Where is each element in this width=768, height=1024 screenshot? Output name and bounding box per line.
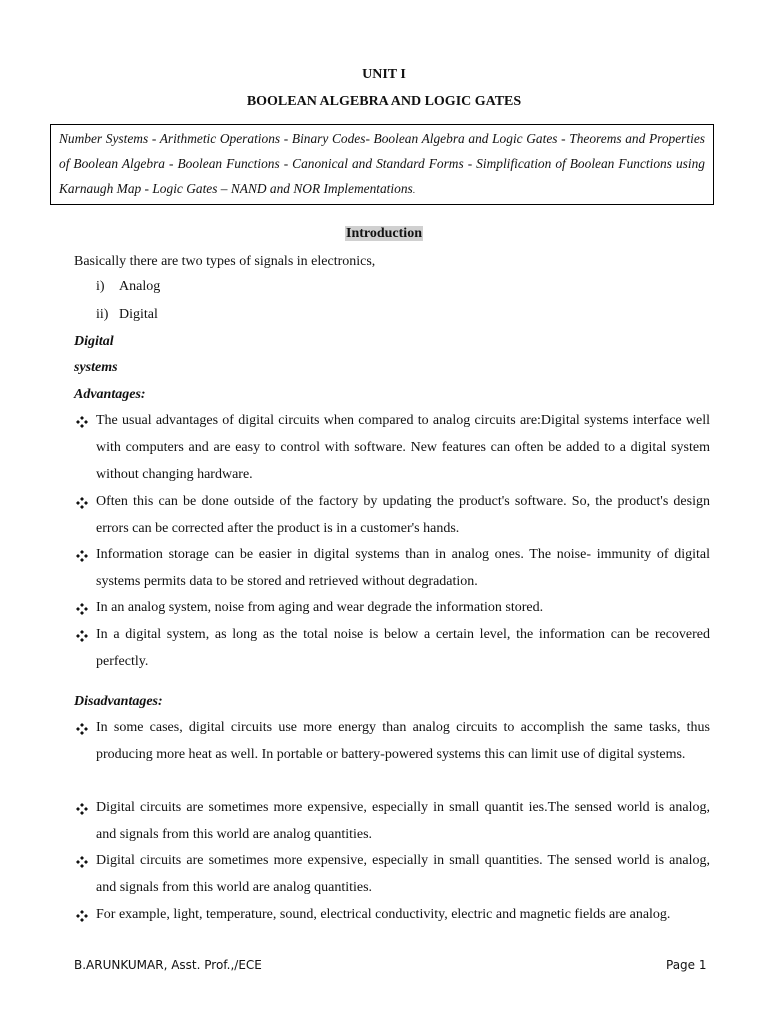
digital-heading: Digital <box>74 334 114 349</box>
four-diamond-bullet-icon <box>74 848 90 874</box>
page-number: Page 1 <box>666 958 707 972</box>
disadvantage-text: In some cases, digital circuits use more energy than analog circuits to accomplish the same tasks, thus producing more heat as well. In portable or battery-powered systems this can limit use of digital systems. <box>96 720 710 762</box>
syllabus-period: . <box>412 185 415 195</box>
four-diamond-bullet-icon <box>74 902 90 928</box>
disadvantage-item <box>74 848 710 902</box>
advantage-text: Information storage can be easier in digital systems than in analog ones. The noise- immunity of digital systems permits data to be stored and retrieved without degradation. <box>96 547 710 589</box>
introduction-heading <box>0 226 768 242</box>
advantage-text: In a digital system, as long as the total noise is below a certain level, the information can be recovered perfectly. <box>96 627 710 669</box>
item-label: Digital <box>119 307 158 322</box>
item-label: Analog <box>119 279 161 294</box>
advantage-text: The usual advantages of digital circuits when compared to analog circuits are:Digital systems interface well with computers and are easy to control with software. New features can often be added to a digital system without changing hardware. <box>96 413 710 482</box>
item-number: ii) <box>96 307 109 322</box>
four-diamond-bullet-icon <box>74 595 90 621</box>
disadvantage-item <box>74 715 710 769</box>
introduction-text: Basically there are two types of signals in electronics, <box>74 254 376 269</box>
four-diamond-bullet-icon <box>74 795 90 821</box>
advantages-heading: Advantages: <box>74 387 146 402</box>
syllabus-text: Number Systems - Arithmetic Operations - Binary Codes- Boolean Algebra and Logic Gates - Theorems and Properties of Boolean Algebra - Boolean Functions - Canonical and Standard Forms - Simplification of Boolean Functions using Karnaugh Map - Logic Gates – NAND and NOR Implementations <box>59 131 705 196</box>
item-number: i) <box>96 279 105 294</box>
disadvantages-heading: Disadvantages: <box>74 694 163 709</box>
syllabus-box <box>50 124 714 205</box>
advantage-item <box>74 595 710 622</box>
advantage-item <box>74 408 710 488</box>
four-diamond-bullet-icon <box>74 489 90 515</box>
disadvantage-text: For example, light, temperature, sound, electrical conductivity, electric and magnetic fields are analog. <box>96 907 671 922</box>
disadvantage-text: Digital circuits are sometimes more expensive, especially in small quantit ies.The sensed world is analog, and signals from this world are analog quantities. <box>96 800 710 842</box>
disadvantage-item <box>74 795 710 849</box>
four-diamond-bullet-icon <box>74 715 90 741</box>
page-title: BOOLEAN ALGEBRA AND LOGIC GATES <box>246 94 522 109</box>
advantage-text: Often this can be done outside of the factory by updating the product's software. So, the product's design errors can be corrected after the product is in a customer's hands. <box>96 494 710 536</box>
advantage-item <box>74 622 710 676</box>
four-diamond-bullet-icon <box>74 542 90 568</box>
advantage-text: In an analog system, noise from aging and wear degrade the information stored. <box>96 600 544 615</box>
systems-heading: systems <box>74 360 118 375</box>
four-diamond-bullet-icon <box>74 408 90 434</box>
unit-label: UNIT I <box>362 67 406 82</box>
advantage-item <box>74 542 710 596</box>
disadvantage-item <box>74 902 710 929</box>
disadvantage-text: Digital circuits are sometimes more expensive, especially in small quantities. The sensed world is analog, and signals from this world are analog quantities. <box>96 853 710 895</box>
introduction-heading-text: Introduction <box>346 226 422 241</box>
footer-author: B.ARUNKUMAR, Asst. Prof.,/ECE <box>74 958 262 972</box>
four-diamond-bullet-icon <box>74 622 90 648</box>
advantage-item <box>74 489 710 543</box>
